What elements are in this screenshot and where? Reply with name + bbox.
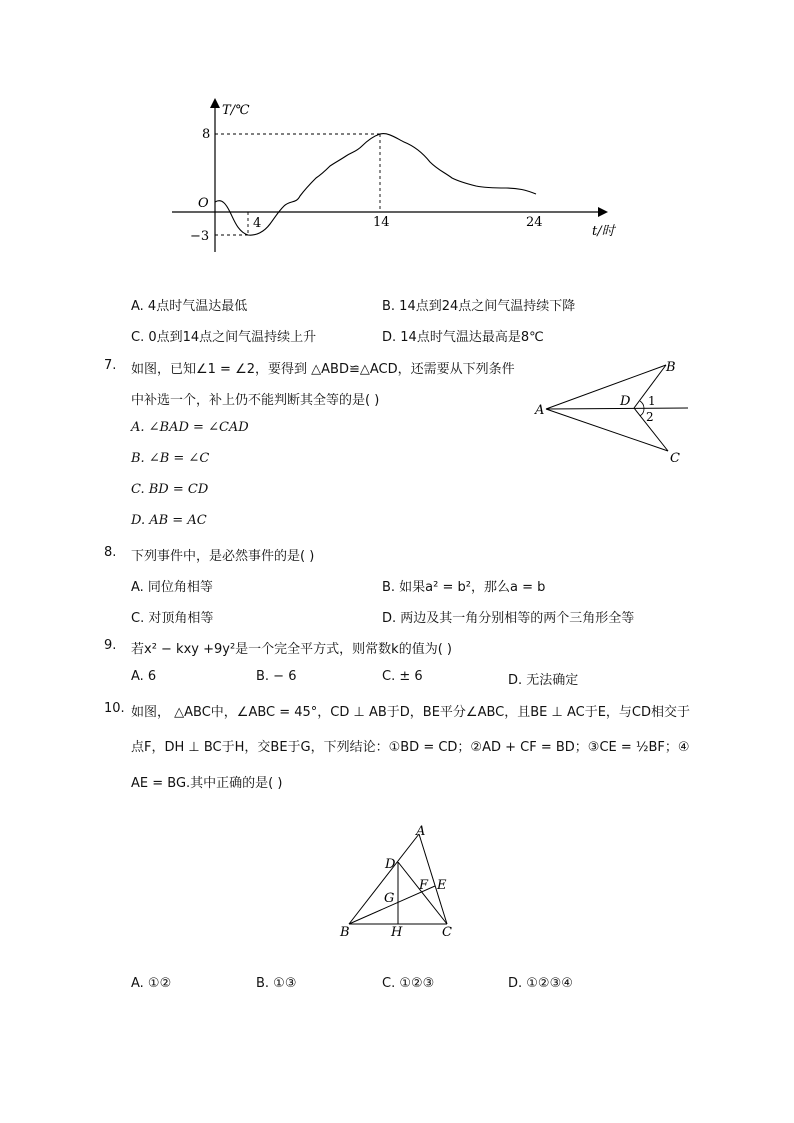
q10-option-b[interactable]: B. ①③ [256, 976, 297, 991]
origin-label: O [198, 196, 209, 211]
q7-label-1: 1 [648, 394, 656, 408]
q7-stem-line2: 中补选一个，补上仍不能判断其全等的是( ) [131, 393, 380, 408]
q8-option-a[interactable]: A. 同位角相等 [131, 580, 213, 595]
q6-option-c[interactable]: C. 0点到14点之间气温持续上升 [131, 330, 317, 345]
q6-option-b[interactable]: B. 14点到24点之间气温持续下降 [382, 299, 576, 314]
q7-label-a: A [535, 403, 545, 418]
x-axis-arrow [598, 207, 608, 217]
x-tick-4: 4 [253, 216, 262, 231]
q10-label-c: C [442, 925, 452, 940]
q7-number: 7. [104, 358, 117, 373]
q7-label-d: D [620, 394, 631, 409]
q9-stem: 若x² − kxy +9y²是一个完全平方式，则常数k的值为( ) [131, 642, 452, 657]
q8-option-b[interactable]: B. 如果a² = b²，那么a = b [382, 580, 546, 595]
q10-label-b: B [340, 925, 350, 940]
q7-option-b[interactable]: B. ∠B = ∠C [131, 451, 210, 466]
q6-option-a[interactable]: A. 4点时气温达最低 [131, 299, 248, 314]
q10-number: 10. [104, 701, 125, 716]
q10-option-a[interactable]: A. ①② [131, 976, 172, 991]
x-tick-14: 14 [373, 215, 390, 230]
q9-number: 9. [104, 638, 117, 653]
q7-option-d[interactable]: D. AB = AC [131, 513, 207, 528]
q10-figure [335, 822, 465, 942]
q7-option-c[interactable]: C. BD = CD [131, 482, 209, 497]
q6-option-d[interactable]: D. 14点时气温达最高是8℃ [382, 330, 544, 345]
q7-figure [530, 355, 695, 470]
q7-label-c: C [670, 451, 680, 466]
q7-stem-line1: 如图，已知∠1 = ∠2，要得到 △ABD≌△ACD，还需要从下列条件 [131, 362, 515, 377]
q10-stem-line3: AE = BG.其中正确的是( ) [131, 776, 283, 791]
q9-option-c[interactable]: C. ± 6 [382, 669, 423, 684]
y-tick-8: 8 [202, 127, 211, 142]
y-axis-arrow [210, 98, 220, 108]
q8-option-c[interactable]: C. 对顶角相等 [131, 611, 214, 626]
y-axis-label: T/℃ [222, 103, 250, 118]
q7-label-2: 2 [646, 410, 654, 424]
q10-label-h: H [391, 925, 403, 940]
q8-number: 8. [104, 545, 117, 560]
x-tick-24: 24 [526, 215, 543, 230]
q10-option-c[interactable]: C. ①②③ [382, 976, 435, 991]
q10-stem-line2: 点F，DH ⊥ BC于H，交BE于G，下列结论：①BD = CD；②AD + CF = BD；③CE = ½BF；④ [131, 740, 690, 755]
temperature-graph [160, 92, 630, 272]
q10-label-f: F [419, 878, 429, 893]
q8-option-d[interactable]: D. 两边及其一角分别相等的两个三角形全等 [382, 611, 635, 626]
q10-option-d[interactable]: D. ①②③④ [508, 976, 573, 991]
q10-label-a: A [416, 824, 426, 839]
q10-stem-line1: 如图， △ABC中，∠ABC = 45°，CD ⊥ AB于D，BE平分∠ABC，且BE ⊥ AC于E，与CD相交于 [131, 705, 691, 720]
q8-stem: 下列事件中，是必然事件的是( ) [131, 549, 315, 564]
q10-label-e: E [437, 878, 447, 893]
q10-label-d: D [385, 857, 396, 872]
q7-label-b: B [666, 360, 676, 375]
x-axis-label: t/时 [592, 224, 615, 239]
y-tick-minus3: −3 [190, 229, 210, 244]
q10-label-g: G [384, 891, 395, 906]
q9-option-b[interactable]: B. − 6 [256, 669, 297, 684]
q9-option-a[interactable]: A. 6 [131, 669, 157, 684]
q7-option-a[interactable]: A. ∠BAD = ∠CAD [131, 420, 249, 435]
q9-option-d[interactable]: D. 无法确定 [508, 673, 579, 688]
